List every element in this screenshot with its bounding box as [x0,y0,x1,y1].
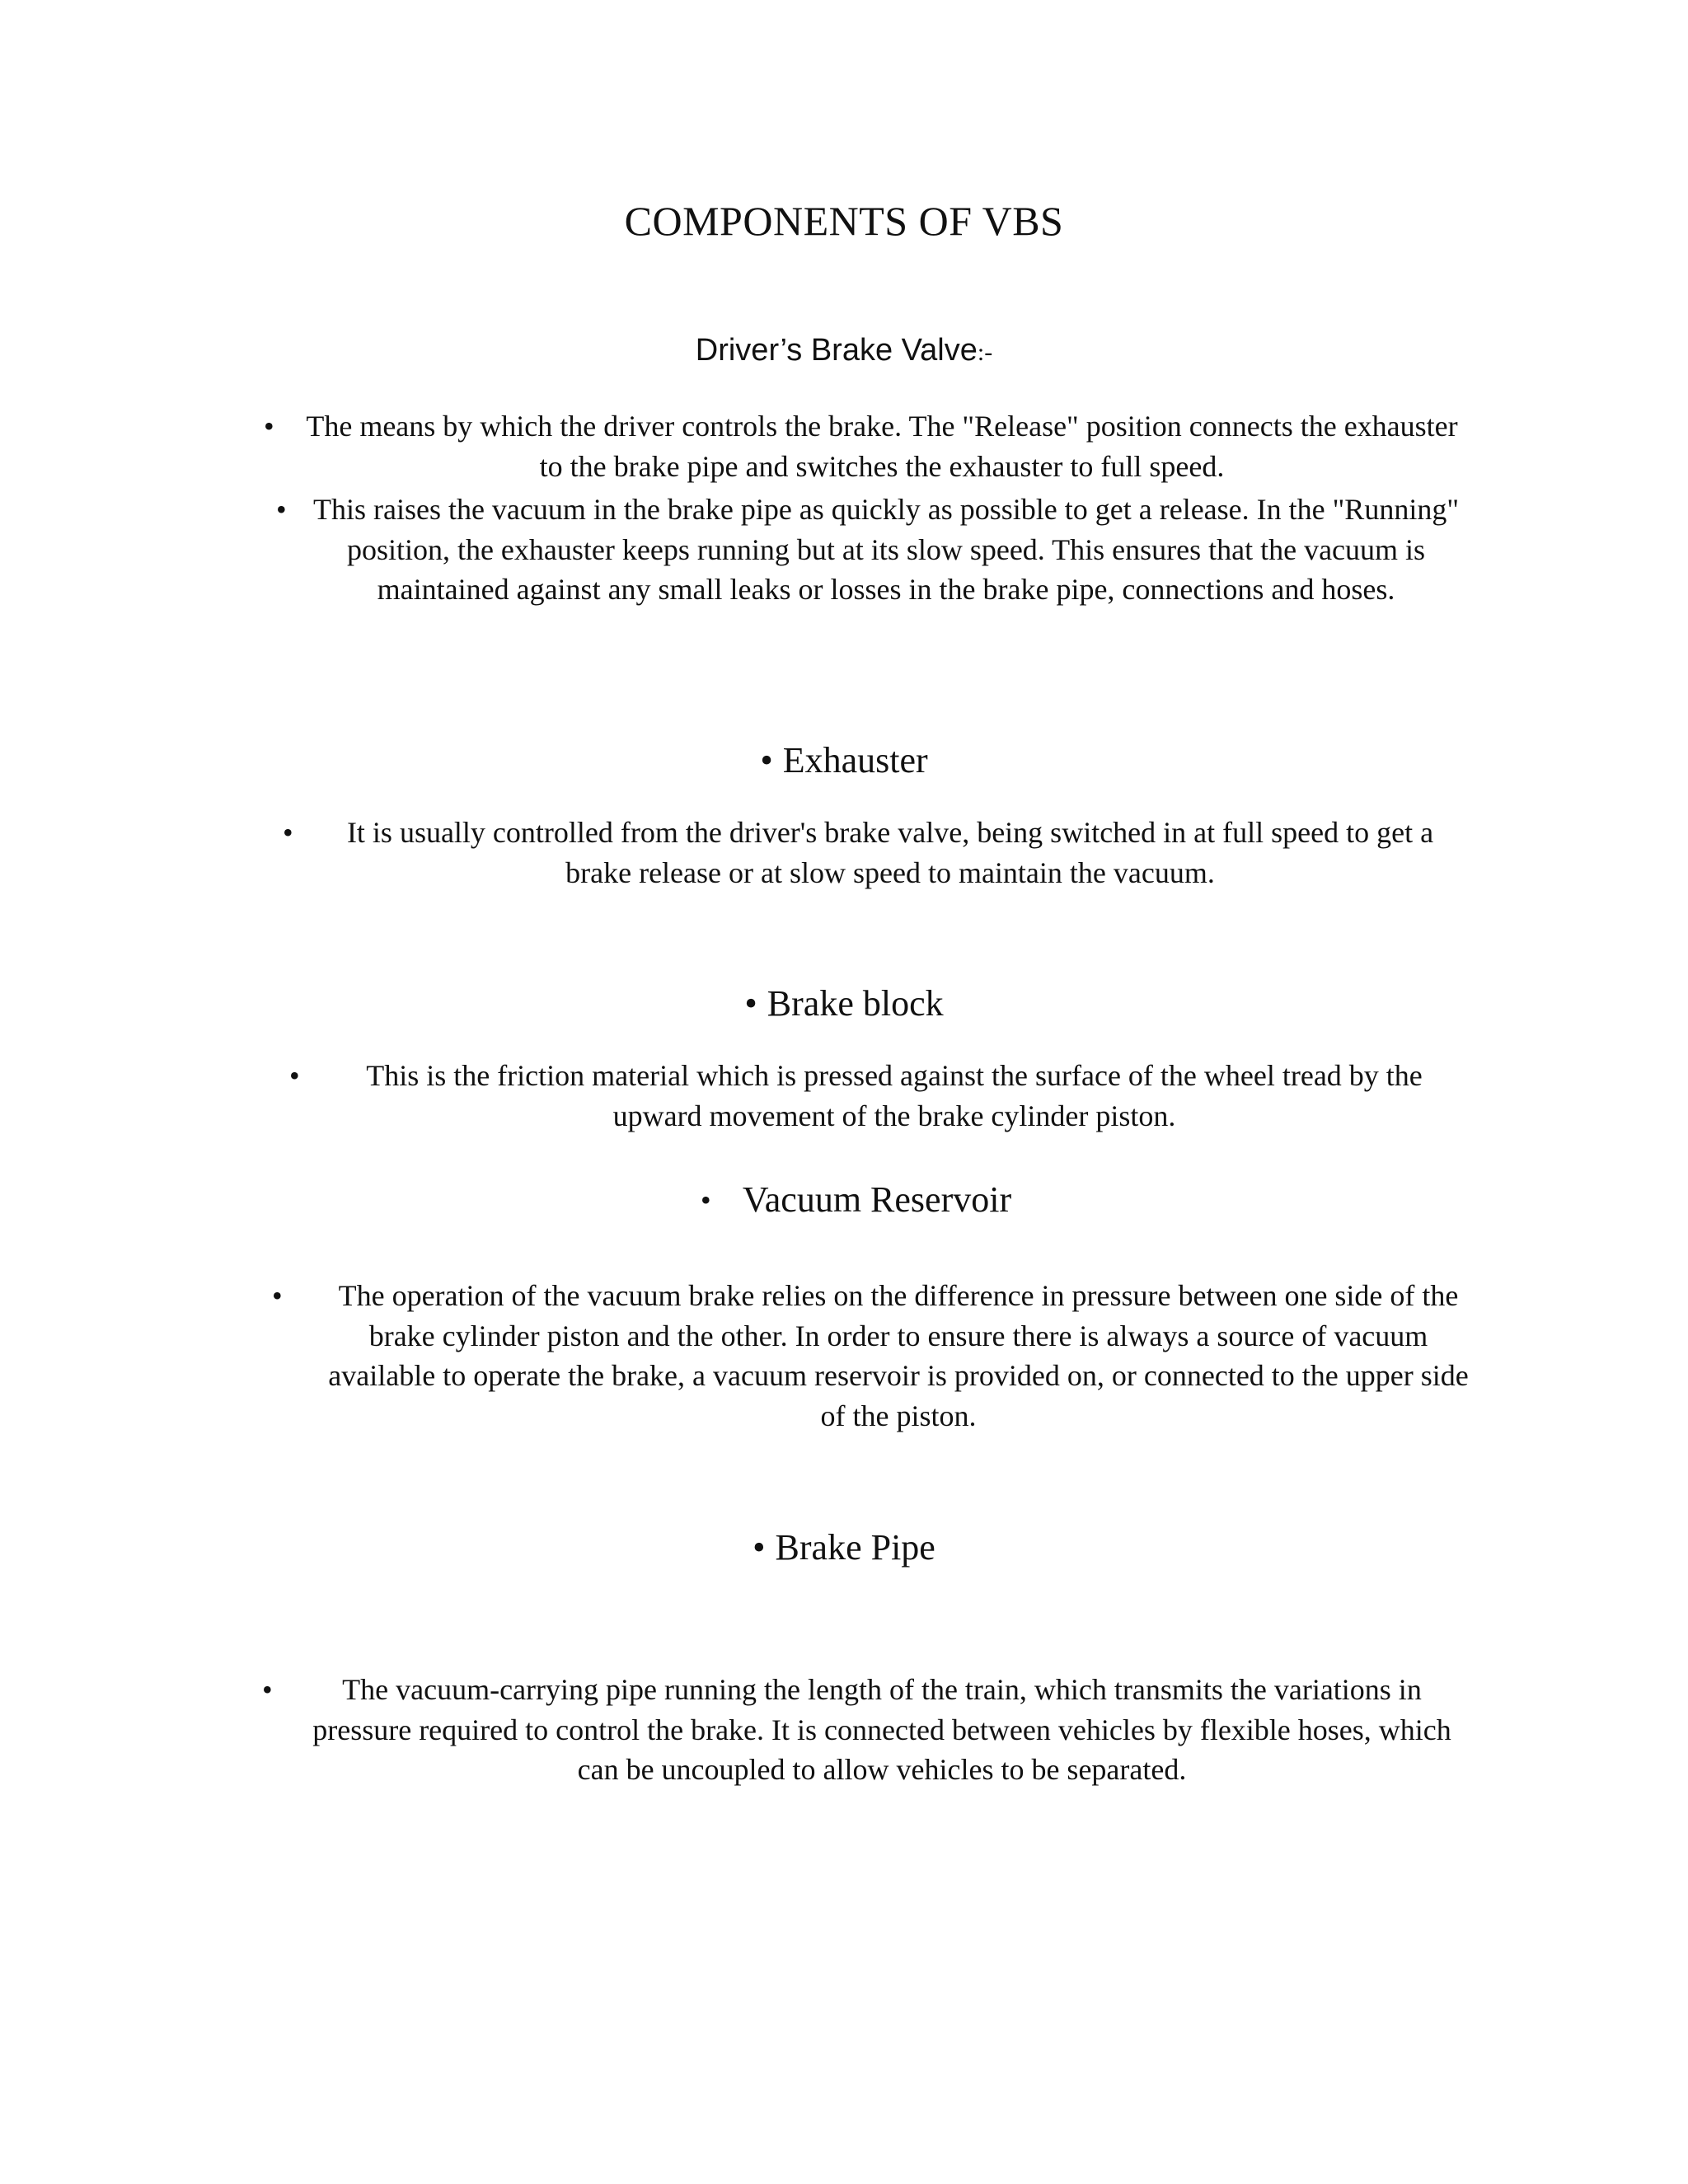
section-heading-brake-block [0,981,1688,1027]
paragraph-brake-block: This is the friction material which is pressed against the surface of the wheel tread by the upward movement of the brake cylinder piston. [366,1059,1423,1132]
paragraph-drivers-brake-valve-1: The means by which the driver controls the brake. The "Release" position connects the exhauster to the brake pipe and switches the exhauster to full speed. [306,410,1458,483]
bullet-icon: • [262,1673,273,1706]
bullet-icon: • [701,1183,711,1216]
paragraph-exhauster: It is usually controlled from the driver's brake valve, being switched in at full speed to get a brake release or at slow speed to maintain the vacuum. [346,816,1434,889]
bullet-icon: • [744,983,757,1024]
section-heading-suffix: :- [977,339,993,366]
section-heading-brake-pipe [0,1525,1688,1571]
paragraph-drivers-brake-valve-2: This raises the vacuum in the brake pipe as quickly as possible to get a release. In the "Running" position, the exhauster keeps running but at its slow speed. This ensures that the vacuum is maintained against any small leaks or losses in the brake pipe, connections and hoses. [312,493,1460,606]
section-heading-text: Exhauster [782,740,928,780]
paragraph-vacuum-reservoir: The operation of the vacuum brake relies on the difference in pressure between one side of the brake cylinder piston and the other. In order to ensure there is always a source of vacuum available to operate the brake, a vacuum reservoir is provided on, or connected to the upper side of the piston. [328,1279,1469,1432]
section-heading-text: Brake block [767,983,944,1024]
section-heading-exhauster [0,738,1688,784]
bullet-icon: • [760,740,773,780]
bullet-icon: • [272,1279,283,1312]
bullet-icon: • [289,1059,300,1092]
bullet-icon: • [276,493,287,526]
section-heading-text: Driver’s Brake Valve [695,333,978,368]
bullet-icon: • [264,410,274,443]
section-heading-vacuum-reservoir: Vacuum Reservoir [742,1179,1012,1220]
section-heading-text: Brake Pipe [775,1527,935,1568]
page-title: COMPONENTS OF VBS [624,198,1064,244]
bullet-icon: • [753,1527,766,1568]
section-heading-drivers-brake-valve [0,330,1688,373]
bullet-icon: • [283,816,293,849]
paragraph-brake-pipe: The vacuum-carrying pipe running the length of the train, which transmits the variations in pressure required to control the brake. It is connected between vehicles by flexible hoses, which can be uncoupled to allow vehicles to be separated. [312,1673,1451,1786]
